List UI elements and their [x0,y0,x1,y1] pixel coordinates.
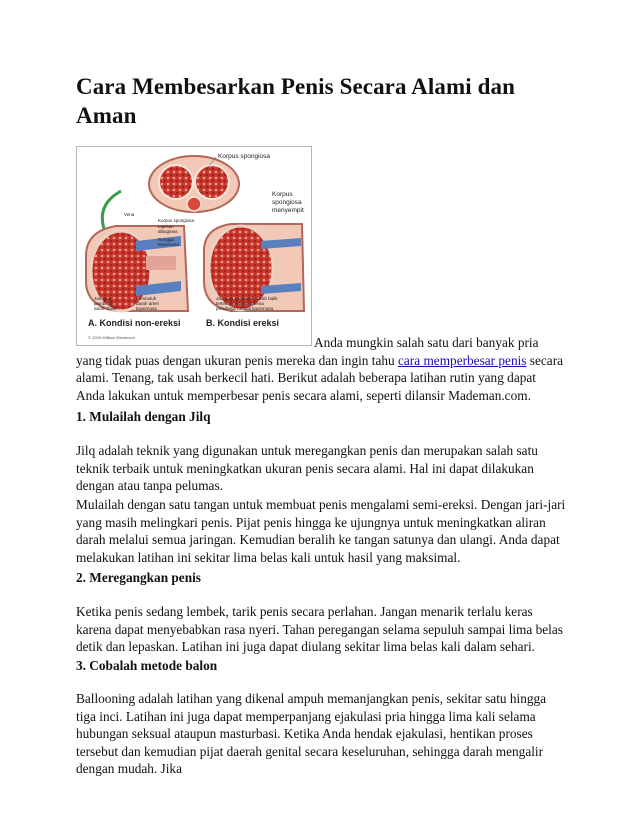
section-heading: 1. Mulailah dengan Jilq [76,409,211,424]
svg-text:Lapisan: Lapisan [158,224,174,229]
svg-text:albuginea: albuginea [158,229,178,234]
section-2 [76,569,566,587]
svg-text:Korpus: Korpus [272,191,293,198]
label-kondisi-ereksi: B. Kondisi ereksi [206,318,280,328]
svg-text:Vena: Vena [124,212,135,217]
section-heading: 3. Cobalah metode balon [76,658,218,673]
section-1-paragraph-1: Jilq adalah teknik yang digunakan untuk meregangkan penis dan merupakan salah satu teknik terbaik untuk meningkatkan ukuran penis secara alami. Hal ini dapat dilakukan dengan atau tanpa pelumas. [76,443,538,493]
svg-text:spongiosa: spongiosa [272,199,302,206]
svg-text:kavernosa: kavernosa [136,306,157,311]
link-cara-memperbesar-penis[interactable]: cara memperbesar penis [398,352,527,368]
svg-text:Pembuluh: Pembuluh [136,296,157,301]
section-1 [76,408,566,426]
label-kondisi-non-ereksi: A. Kondisi non-ereksi [88,318,181,328]
label-korpus-spongiosa: Korpus spongiosa [218,153,271,160]
svg-text:darah arteri: darah arteri [136,301,160,306]
svg-text:Korpus spongiosa: Korpus spongiosa [158,218,195,223]
svg-text:Jaringan: Jaringan [94,296,112,301]
svg-text:tertekan/tertutup karena: tertekan/tertutup karena [216,301,264,306]
svg-text:kavernosa: kavernosa [158,242,179,247]
section-1-paragraph-2: Mulailah dengan satu tangan untuk membuat penis mengalami semi-ereksi. Dengan jari-jari yang masih melingkari penis. Pijat penis hingga ke ujungnya untuk meningkatkan aliran darah melalui semua jaringan. Kemudian beralih ke tangan satunya dan ulangi. Anda dapat melakukan latihan ini sekitar lima belas kali untuk hasil yang maksimal. [76,497,566,565]
page-title: Cara Membesarkan Penis Secara Alami dan Aman [76,74,515,128]
intro-paragraph: Anda mungkin salah satu dari banyak pria yang tidak puas dengan ukuran penis mereka dan ingin tahu cara memperbesar penis secara alami. Tenang, tak usah berkecil hati. Berikut adalah beberapa latihan rutin yang dapat Anda lakukan untuk memperbesar penis secara alami, seperti dilansir Mademan.com. [76,335,564,403]
svg-text:darah balik: darah balik [94,306,117,311]
cross-section-top [149,156,239,212]
anatomy-figure [76,146,312,346]
section-heading: 2. Meregangkan penis [76,570,201,585]
section-3 [76,657,566,675]
svg-text:pembuluh: pembuluh [94,301,114,306]
section-3-paragraph-1: Ballooning adalah latihan yang dikenal ampuh memanjangkan penis, sekitar satu hingga tiga inci. Latihan ini juga dapat memperpanjang ejakulasi pria hingga lima kali selama hubungan seksual ataupun masturbasi. Ketika Anda hendak ejakulasi, hentikan proses tersebut dan kemudian pijat daerah genital secara keseluruhan, sehingga darah mengalir dengan mudah. Jika [76,691,547,776]
figure-credit: © 2005 William Westwood [88,335,135,340]
section-2-paragraph-1: Ketika penis sedang lembek, tarik penis secara perlahan. Jangan menarik terlalu keras karena dapat menyebabkan rasa nyeri. Tahan peregangan selama sepuluh sampai lima belas detik dan lepaskan. Latihan ini juga dapat diulang sekitar lima belas kali dalam sehari. [76,604,563,654]
svg-text:penuhnya rongga kavernosa: penuhnya rongga kavernosa [216,306,274,311]
svg-text:Rongga: Rongga [158,237,174,242]
svg-text:menyempit: menyempit [272,207,304,214]
svg-text:Jaringan pembuluh darah balik: Jaringan pembuluh darah balik [216,296,278,301]
